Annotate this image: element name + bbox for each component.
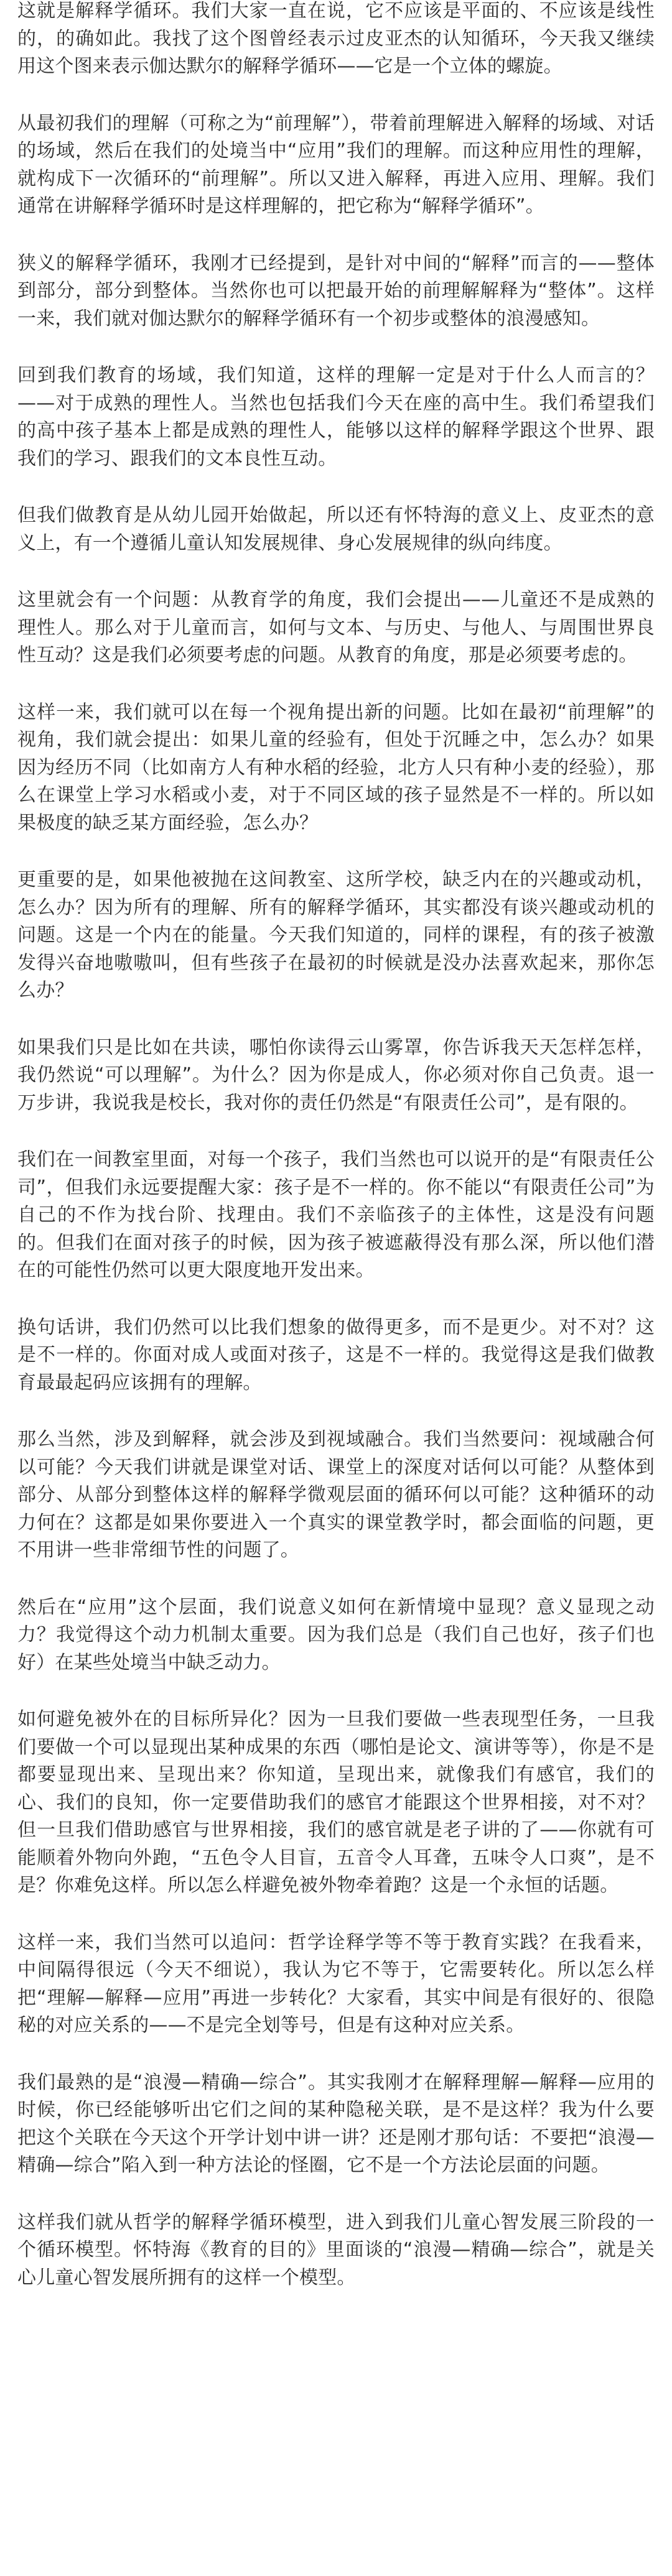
paragraph-11: 换句话讲，我们仍然可以比我们想象的做得更多，而不是更少。对不对？这是不一样的。你面对成人或面对孩子，这是不一样的。我觉得这是我们做教育最最起码应该拥有的理解。 xyxy=(17,1316,655,1394)
paragraph-14: 如何避免被外在的目标所异化？因为一旦我们要做一些表现型任务，一旦我们要做一个可以显现出某种成果的东西（哪怕是论文、演讲等等），你是不是都要显现出来、呈现出来？你知道，呈现出来，就像我们有感官，我们的心、我们的良知，你一定要借助我们的感官才能跟这个世界相接，对不对？但一旦我们借助感官与世界相接，我们的感官就是老子讲的了——你就有可能顺着外物向外跑，“五色令人目盲，五音令人耳聋，五味令人口爽”，是不是？你难免这样。所以怎么样避免被外物牵着跑？这是一个永恒的话题。 xyxy=(17,1708,655,1896)
paragraph-9: 如果我们只是比如在共读，哪怕你读得云山雾罩，你告诉我天天怎样怎样，我仍然说“可以理解”。为什么？因为你是成人，你必须对你自己负责。退一万步讲，我说我是校长，我对你的责任仍然是“有限责任公司”，是有限的。 xyxy=(17,1036,655,1114)
paragraph-3: 狭义的解释学循环，我刚才已经提到，是针对中间的“解释”而言的——整体到部分，部分到整体。当然你也可以把最开始的前理解解释为“整体”。这样一来，我们就对伽达默尔的解释学循环有一个初步或整体的浪漫感知。 xyxy=(17,252,655,330)
paragraph-1: 这就是解释学循环。我们大家一直在说，它不应该是平面的、不应该是线性的，的确如此。我找了这个图曾经表示过皮亚杰的认知循环，今天我又继续用这个图来表示伽达默尔的解释学循环——它是一个立体的螺旋。 xyxy=(17,0,655,77)
paragraph-15: 这样一来，我们当然可以追问：哲学诠释学等不等于教育实践？在我看来，中间隔得很远（今天不细说），我认为它不等于，它需要转化。所以怎么样把“理解—解释—应用”再进一步转化？大家看，其实中间是有很好的、很隐秘的对应关系的——不是完全划等号，但是有这种对应关系。 xyxy=(17,1931,655,2036)
paragraph-4: 回到我们教育的场域，我们知道，这样的理解一定是对于什么人而言的？——对于成熟的理性人。当然也包括我们今天在座的高中生。我们希望我们的高中孩子基本上都是成熟的理性人，能够以这样的解释学跟这个世界、跟我们的学习、跟我们的文本良性互动。 xyxy=(17,364,655,470)
paragraph-2: 从最初我们的理解（可称之为“前理解”），带着前理解进入解释的场域、对话的场域，然后在我们的处境当中“应用”我们的理解。而这种应用性的理解，就构成下一次循环的“前理解”。所以又进入解释，再进入应用、理解。我们通常在讲解释学循环时是这样理解的，把它称为“解释学循环”。 xyxy=(17,112,655,217)
paragraph-8: 更重要的是，如果他被抛在这间教室、这所学校，缺乏内在的兴趣或动机，怎么办？因为所有的理解、所有的解释学循环，其实都没有谈兴趣或动机的问题。这是一个内在的能量。今天我们知道的，同样的课程，有的孩子被激发得兴奋地嗷嗷叫，但有些孩子在最初的时候就是没办法喜欢起来，那你怎么办？ xyxy=(17,869,655,1001)
paragraph-5: 但我们做教育是从幼儿园开始做起，所以还有怀特海的意义上、皮亚杰的意义上，有一个遵循儿童认知发展规律、身心发展规律的纵向纬度。 xyxy=(17,504,655,554)
paragraph-10: 我们在一间教室里面，对每一个孩子，我们当然也可以说开的是“有限责任公司”，但我们永远要提醒大家：孩子是不一样的。你不能以“有限责任公司”为自己的不作为找台阶、找理由。我们不亲临孩子的主体性，这是没有问题的。但我们在面对孩子的时候，因为孩子被遮蔽得没有那么深，所以他们潜在的可能性仍然可以更大限度地开发出来。 xyxy=(17,1149,655,1281)
paragraph-16: 我们最熟的是“浪漫—精确—综合”。其实我刚才在解释理解—解释—应用的时候，你已经能够听出它们之间的某种隐秘关联，是不是这样？我为什么要把这个关联在今天这个开学计划中讲一讲？还是刚才那句话：不要把“浪漫—精确—综合”陷入到一种方法论的怪圈，它不是一个方法论层面的问题。 xyxy=(17,2071,655,2176)
paragraph-6: 这里就会有一个问题：从教育学的角度，我们会提出——儿童还不是成熟的理性人。那么对于儿童而言，如何与文本、与历史、与他人、与周围世界良性互动？这是我们必须要考虑的问题。从教育的角度，那是必须要考虑的。 xyxy=(17,589,655,666)
paragraph-17: 这样我们就从哲学的解释学循环模型，进入到我们儿童心智发展三阶段的一个循环模型。怀特海《教育的目的》里面谈的“浪漫—精确—综合”，就是关心儿童心智发展所拥有的这样一个模型。 xyxy=(17,2211,655,2289)
paragraph-13: 然后在“应用”这个层面，我们说意义如何在新情境中显现？意义显现之动力？我觉得这个动力机制太重要。因为我们总是（我们自己也好，孩子们也好）在某些处境当中缺乏动力。 xyxy=(17,1596,655,1674)
paragraph-7: 这样一来，我们就可以在每一个视角提出新的问题。比如在最初“前理解”的视角，我们就会提出：如果儿童的经验有，但处于沉睡之中，怎么办？如果因为经历不同（比如南方人有种水稻的经验，北方人只有种小麦的经验），那么在课堂上学习水稻或小麦，对于不同区域的孩子显然是不一样的。所以如果极度的缺乏某方面经验，怎么办？ xyxy=(17,701,655,834)
paragraph-12: 那么当然，涉及到解释，就会涉及到视域融合。我们当然要问：视域融合何以可能？今天我们讲就是课堂对话、课堂上的深度对话何以可能？从整体到部分、从部分到整体这样的解释学微观层面的循环何以可能？这种循环的动力何在？这都是如果你要进入一个真实的课堂教学时，都会面临的问题，更不用讲一些非常细节性的问题了。 xyxy=(17,1429,655,1561)
